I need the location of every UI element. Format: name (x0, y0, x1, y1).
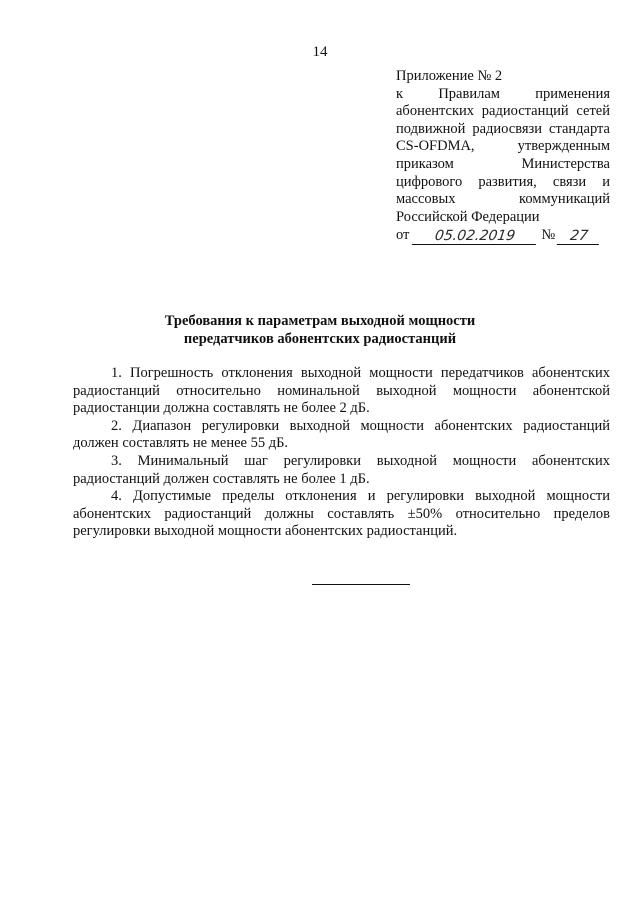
requirement-item-4: 4. Допустимые пределы отклонения и регулировки выходной мощности абонентских радиостанций должны составлять ±50% относительно пределов регулировки выходной мощности абонентских радиостанций. (73, 488, 610, 540)
page-number: 14 (312, 44, 328, 60)
requirement-item-1: 1. Погрешность отклонения выходной мощности передатчиков абонентских радиостанций относительно номинальной выходной мощности абонентской радиостанции должна составлять не более 2 дБ. (73, 365, 610, 417)
end-divider (312, 584, 410, 585)
handwritten-number: 27 (557, 228, 601, 245)
appendix-date-line (396, 227, 610, 245)
appendix-text: к Правилам применения абонентских радиостанций сетей подвижной радиосвязи стандарта CS-OFDMA, утвержденным приказом Министерства цифрового развития, связи и массовых коммуникаций Российской Федерации (396, 85, 610, 225)
handwritten-date: 05.02.2019 (412, 228, 538, 245)
requirements-list (73, 365, 610, 541)
document-heading (0, 313, 640, 348)
appendix-block (396, 68, 610, 245)
requirement-item-2: 2. Диапазон регулировки выходной мощности абонентских радиостанций должен составлять не менее 55 дБ. (73, 417, 610, 452)
appendix-title: Приложение № 2 (396, 68, 503, 84)
date-label: от (396, 227, 410, 244)
heading-line-2: передатчиков абонентских радиостанций (183, 330, 457, 347)
requirement-item-3: 3. Минимальный шаг регулировки выходной мощности абонентских радиостанций должен составлять не более 1 дБ. (73, 452, 610, 487)
number-label: № (541, 227, 556, 244)
heading-line-1: Требования к параметрам выходной мощности (164, 313, 476, 329)
